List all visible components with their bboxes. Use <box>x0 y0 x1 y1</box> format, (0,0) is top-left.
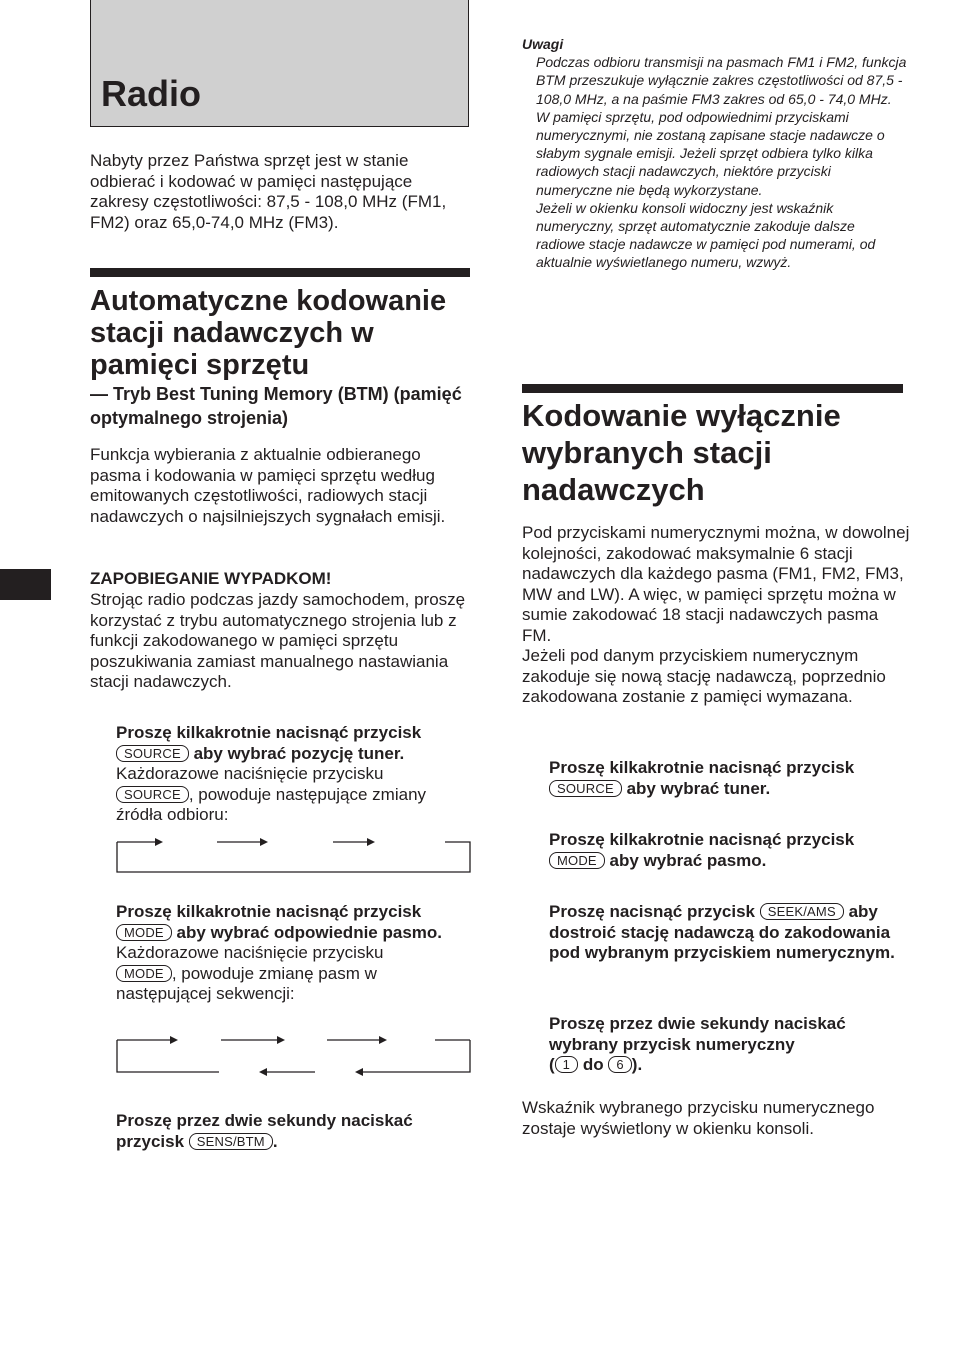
preset-6-key: 6 <box>608 1056 631 1073</box>
step-text: aby wybrać odpowiednie pasmo. <box>176 922 442 942</box>
step-press-btm <box>116 1111 476 1152</box>
step-seek-right <box>549 902 904 964</box>
note-item: Jeżeli w okienku konsoli widoczny jest wskaźnik numeryczny, sprzęt automatycznie zakoduje dalsze radiowe stacje nadawcze w pamięci pod numerami, od aktualnie wyświetlanego numeru, wzwyż. <box>536 199 876 271</box>
step-text: aby wybrać pasmo. <box>609 850 767 870</box>
warning-title: ZAPOBIEGANIE WYPADKOM! <box>90 569 332 588</box>
source-key: SOURCE <box>116 786 189 803</box>
section2-footer: Wskaźnik wybranego przycisku numerycznego zostaje wyświetlony w okienku konsoli. <box>522 1098 875 1138</box>
step-select-band-right <box>549 830 904 871</box>
title-banner <box>90 0 469 127</box>
source-key: SOURCE <box>116 745 189 762</box>
intro-paragraph: Nabyty przez Państwa sprzęt jest w stanie odbierać i kodować w pamięci następujące zakresy częstotliwości: 87,5 - 108,0 MHz (FM1, FM2) oraz 65,0-74,0 MHz (FM3). <box>90 151 447 232</box>
flow-return-line <box>117 842 470 872</box>
note-item: W pamięci sprzętu, pod odpowiednimi przyciskami numerycznymi, nie zostaną zapisane stacje nadawcze o słabym sygnale emisji. Jeżeli sprzęt odbiera tylko kilka radiowych stacji nadawczych, niektóre przyciski numeryczne nie będą wykorzystane. <box>536 108 885 198</box>
section-rule <box>90 268 470 277</box>
arrow-head <box>170 1036 178 1044</box>
preset-1-key: 1 <box>555 1056 578 1073</box>
step-select-tuner <box>116 723 476 826</box>
step-select-band <box>116 902 476 1005</box>
arrow-head <box>155 838 163 846</box>
section2-heading: Kodowanie wyłącznie wybranych stacji nadawczych <box>522 398 841 507</box>
sens-btm-key: SENS/BTM <box>189 1133 273 1150</box>
step-text: Proszę przez dwie sekundy naciskać przycisk <box>116 1111 413 1151</box>
step-note: , powoduje zmianę pasm w następującej sekwencji: <box>116 963 377 1003</box>
step-text: do <box>582 1055 604 1074</box>
notes-box <box>522 35 907 272</box>
step-text: ). <box>631 1055 643 1074</box>
arrow-head <box>259 1068 267 1076</box>
section1-body: Funkcja wybierania z aktualnie odbieranego pasma i kodowania w pamięci sprzętu według emitowanych częstotliwości, radiowych stacji nadawczych o najsilniejszych sygnałach emisji. <box>90 445 446 526</box>
step-select-tuner-right <box>549 758 904 799</box>
section-rule <box>522 384 903 393</box>
step-hold-preset-right <box>549 1014 889 1076</box>
mode-key: MODE <box>549 852 605 869</box>
section1-subheading: — Tryb Best Tuning Memory (BTM) (pamięć optymalnego strojenia) <box>90 384 462 428</box>
note-item: Podczas odbioru transmisji na pasmach FM1 i FM2, funkcja BTM przeszukuje wyłącznie zakres częstotliwości od 87,5 - 108,0 MHz, a na paśmie FM3 zakres od 65,0 - 74,0 MHz. <box>536 54 907 107</box>
seek-ams-key: SEEK/AMS <box>760 903 844 920</box>
section2-body: Pod przyciskami numerycznymi można, w dowolnej kolejności, zakodować maksymalnie 6 stacji nadawczych dla każdego pasma (FM1, FM2, FM3, MW and LW). A więc, w pamięci sprzętu można w sumie zakodować 18 stacji nadawczych pasma FM. <box>522 523 910 645</box>
step-text: Proszę kilkakrotnie nacisnąć przycisk <box>549 758 855 777</box>
step-text: Proszę kilkakrotnie nacisnąć przycisk <box>116 902 422 921</box>
arrow-head <box>277 1036 285 1044</box>
step-note: Każdorazowe naciśnięcie przycisku <box>116 943 384 962</box>
page-title: Radio <box>101 73 202 114</box>
step-text: Proszę kilkakrotnie nacisnąć przycisk <box>116 723 422 742</box>
section2-body-note: Jeżeli pod danym przyciskiem numerycznym zakoduje się nową stację nadawczą, poprzednio zakodowana zostanie z pamięci wymazana. <box>522 646 886 706</box>
step-text: Proszę nacisnąć przycisk <box>549 902 756 921</box>
step-note: Każdorazowe naciśnięcie przycisku <box>116 764 384 783</box>
step-text: . <box>272 1131 278 1151</box>
step-note: , powoduje następujące zmiany źródła odbioru: <box>116 784 427 824</box>
mode-key: MODE <box>116 965 172 982</box>
step-text: ( <box>549 1055 555 1074</box>
warning-body: Strojąc radio podczas jazdy samochodem, proszę korzystać z trybu automatycznego strojenia lub z funkcji zakodowanego w pamięci sprzętu poszukiwania zamiast manualnego nastawiania stacji nadawczych. <box>90 590 466 691</box>
band-flow-diagram <box>115 1028 473 1082</box>
step-text: aby wybrać pozycję tuner. <box>193 743 405 763</box>
flow-return-line <box>117 1040 219 1072</box>
step-text: Proszę kilkakrotnie nacisnąć przycisk <box>549 830 855 849</box>
source-flow-diagram <box>115 828 473 874</box>
arrow-head <box>367 838 375 846</box>
section1-heading: Automatyczne kodowanie stacji nadawczych w pamięci sprzętu <box>90 285 447 381</box>
mode-key: MODE <box>116 924 172 941</box>
step-text: aby wybrać tuner. <box>626 778 771 798</box>
side-tab-marker <box>0 569 51 600</box>
notes-label: Uwagi <box>522 36 564 52</box>
arrow-head <box>260 838 268 846</box>
flow-return-line <box>363 1040 470 1072</box>
arrow-head <box>379 1036 387 1044</box>
source-key: SOURCE <box>549 780 622 797</box>
arrow-head <box>355 1068 363 1076</box>
step-text: aby dostroić stację nadawczą do zakodowania pod wybranym przyciskiem numerycznym. <box>549 902 895 962</box>
step-text: Proszę przez dwie sekundy naciskać wybrany przycisk numeryczny <box>549 1014 846 1054</box>
